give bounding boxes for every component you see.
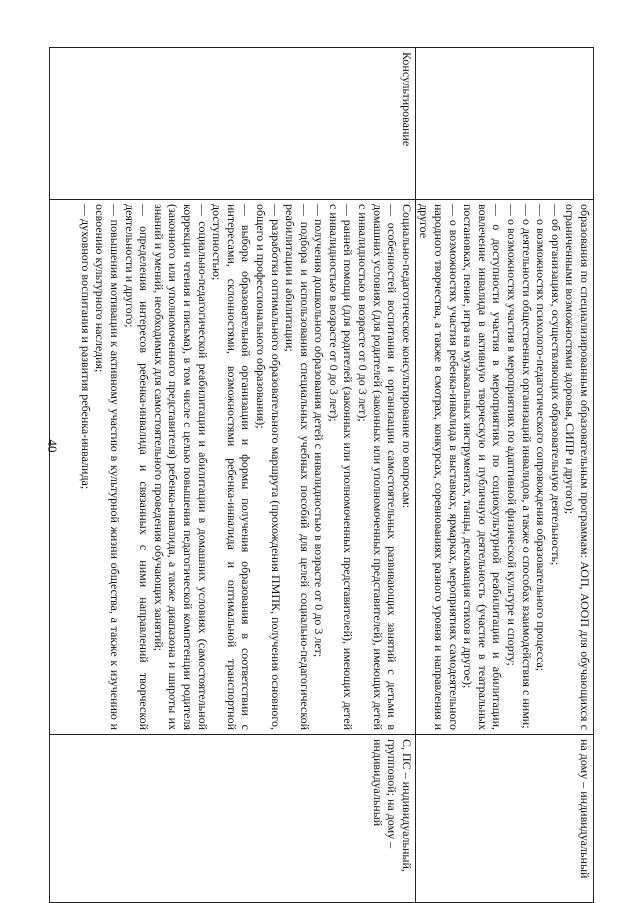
content-line: — о деятельности общественных организаций инвалидов, а также о способах взаимодействия с ними; bbox=[519, 204, 534, 729]
content-line: — о доступности участия в мероприятиях по социокультурной реабилитации и абилитации, вовлечение инвалида в активную творческую и публичную деятельность (участие в театральных постановках, пение, игра на музыкальных инструментах, танцы, декламация стихов и другое); bbox=[461, 204, 505, 730]
content-line: образования по специализированным образовательным программам: АОП, АООП для обучающихся с ограниченными возможностями здоровья, СИПР и другого); bbox=[563, 204, 592, 730]
content-line: — ранней помощи (для родителей (законных или уполномоченных представителей), имеющих детей с инвалидностью в возрасте от 0 до 3 лет); bbox=[326, 204, 356, 730]
content-line: — о возможностях участия в мероприятиях по адаптивной физической культуре и спорту; bbox=[505, 204, 520, 666]
content-line: — выбора образовательной организации и формы получения образования в соответствии с интересами, склонностями, возможностями ребенка-инвалида и оптимальной транспортной доступностью; bbox=[210, 204, 254, 730]
content-line: — определения интересов ребенка-инвалида и связанных с ними направлений творческой деятельности и другого; bbox=[122, 204, 152, 730]
content-line: — духовного воспитания и развития ребенка-инвалида; bbox=[78, 204, 93, 490]
service-content-cell bbox=[49, 200, 415, 735]
service-mode-cell: на дому – индивидуальный bbox=[415, 735, 593, 903]
service-mode-cell: С, ПС – индивидуальный, групповой; на дому – индивидуальный bbox=[49, 735, 415, 903]
content-line: — о возможностях психолого-педагогического сопровождения образовательного процесса; bbox=[534, 204, 549, 672]
content-line: — особенностей воспитания и организации самостоятельных развивающих занятий с детьми в домашних условиях (для родителей (законных или уполномоченных представителей), имеющих детей с инвалидностью в возрасте от 0 до 3 лет); bbox=[356, 204, 400, 730]
service-content-cell bbox=[415, 200, 593, 735]
table-row bbox=[49, 48, 415, 903]
service-type-cell bbox=[415, 48, 593, 200]
page-number: 40 bbox=[45, 439, 60, 453]
content-line: — повышения мотивации к активному участию в культурной жизни общества, а также к изучению и освоению культурного наследия; bbox=[93, 204, 122, 730]
content-line: — социально-педагогической реабилитации и абилитации в домашних условиях (самостоятельной коррекции чтения и письма), в том числе с целью повышения педагогической компетенции родителя (законного или уполномоченного представителя) ребенка-инвалида, а также диапазона и широты их знаний и умений, необходимых для самостоятельного проведения обучающих занятий; bbox=[151, 204, 210, 730]
content-line: — подбора и использования специальных учебных пособий для целей социально-педагогической реабилитации и абилитации; bbox=[283, 204, 312, 730]
content-line: — о возможностях участия ребенка-инвалида в выставках, ярмарках, мероприятиях самодеятельного народного творчества, а также в смотрах, конкурсах, соревнованиях разного уровня и направления и другое bbox=[417, 204, 461, 730]
content-line: — получения дошкольного образования детей с инвалидностью в возрасте от 0 до 3 лет; bbox=[312, 204, 327, 658]
table-row bbox=[415, 48, 593, 903]
services-table bbox=[49, 47, 594, 903]
content-line: — об организациях, осуществляющих образовательную деятельность; bbox=[548, 204, 563, 566]
content-line: — разработки оптимального образовательного маршрута (прохождения ПМПК, получения основного, общего и профессионального образования); bbox=[253, 204, 283, 730]
content-line: Социально-педагогическое консультирование по вопросам: bbox=[399, 204, 414, 509]
rotated-page-content bbox=[74, 47, 594, 902]
service-type-cell: Консультирование bbox=[49, 48, 415, 200]
